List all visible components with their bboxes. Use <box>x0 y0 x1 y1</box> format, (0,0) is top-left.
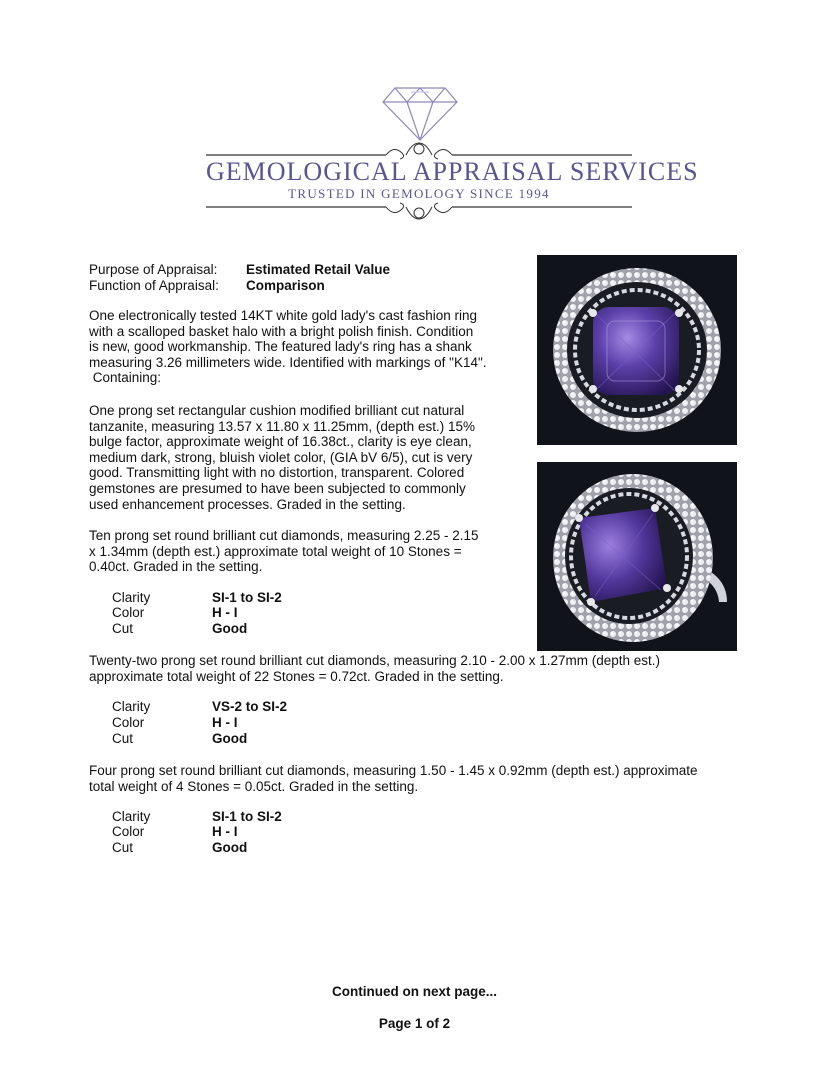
ten-diamonds-description: Ten prong set round brilliant cut diamonds, measuring 2.25 - 2.15 x 1.34mm (depth est.) approximate total weight of 10 Stones = 0.40ct. Graded in the setting. <box>89 528 479 575</box>
twentytwo-cut-label: Cut <box>112 731 134 746</box>
ring-photo-front <box>537 255 737 445</box>
ten-cut-value: Good <box>212 621 248 636</box>
ten-clarity-label: Clarity <box>112 590 151 605</box>
purpose-value: Estimated Retail Value <box>246 262 391 277</box>
ring-photo-side <box>537 462 737 651</box>
ring-side-image <box>537 462 737 651</box>
ornament-bottom <box>206 200 632 222</box>
twentytwo-cut-value: Good <box>212 731 248 746</box>
purpose-label: Purpose of Appraisal: <box>89 262 218 277</box>
four-clarity-value: SI-1 to SI-2 <box>212 809 282 824</box>
twentytwo-color-value: H - I <box>212 715 238 730</box>
ten-cut-label: Cut <box>112 621 134 636</box>
ten-clarity-value: SI-1 to SI-2 <box>212 590 282 605</box>
four-cut-label: Cut <box>112 840 134 855</box>
ten-color-value: H - I <box>212 605 238 620</box>
function-value: Comparison <box>246 278 325 293</box>
company-name: GEMOLOGICAL APPRAISAL SERVICES <box>206 157 699 186</box>
function-label: Function of Appraisal: <box>89 278 219 293</box>
ring-front-image <box>537 255 737 445</box>
twentytwo-color-label: Color <box>112 715 145 730</box>
twentytwo-clarity-label: Clarity <box>112 699 151 714</box>
page-number: Page 1 of 2 <box>378 1016 451 1031</box>
twentytwo-diamonds-description: Twenty-two prong set round brilliant cut diamonds, measuring 2.10 - 2.00 x 1.27mm (depth est.) approximate total weight of 22 Stones = 0.72ct. Graded in the setting. <box>89 653 661 684</box>
four-diamonds-description: Four prong set round brilliant cut diamonds, measuring 1.50 - 1.45 x 0.92mm (depth est.) approximate total weight of 4 Stones = 0.05ct. Graded in the setting. <box>89 763 698 794</box>
diamond-logo-icon <box>381 86 459 142</box>
tanzanite-description: One prong set rectangular cushion modified brilliant cut natural tanzanite, measuring 13.57 x 11.80 x 11.25mm, (depth est.) 15% bulge factor, approximate weight of 16.38ct., clarity is eye clean, medium dark, strong, bluish violet color, (GIA bV 6/5), cut is very good. Transmitting light with no distortion, transparent. Colored gemstones are presumed to have been subjected to commonly used enhancement processes. Graded in the setting. <box>89 403 475 512</box>
ring-description: One electronically tested 14KT white gold lady's cast fashion ring with a scalloped basket halo with a bright polish finish. Condition is new, good workmanship. The featured lady's ring has a shank measuring 3.26 millimeters wide. Identified with markings of "K14". Containing: <box>89 308 487 386</box>
four-cut-value: Good <box>212 840 248 855</box>
four-clarity-label: Clarity <box>112 809 151 824</box>
ten-color-label: Color <box>112 605 145 620</box>
four-color-value: H - I <box>212 824 238 839</box>
continued-note: Continued on next page... <box>332 984 497 999</box>
twentytwo-clarity-value: VS-2 to SI-2 <box>212 699 288 714</box>
company-tagline: TRUSTED IN GEMOLOGY SINCE 1994 <box>288 186 550 201</box>
four-color-label: Color <box>112 824 145 839</box>
